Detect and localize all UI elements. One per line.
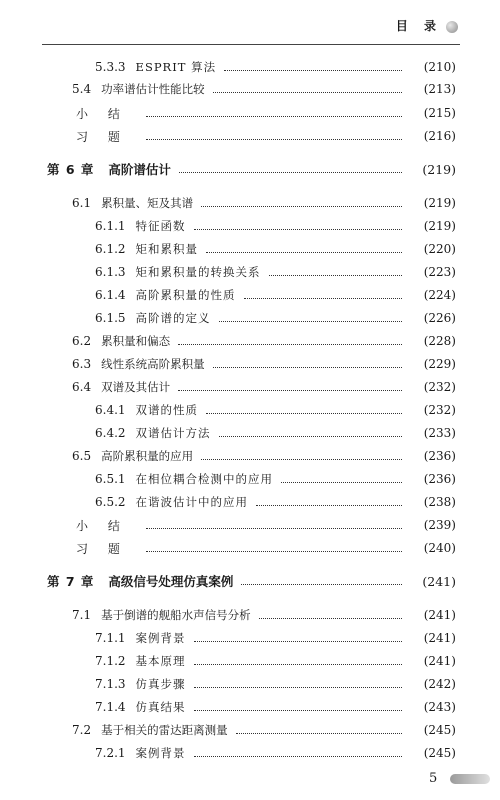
toc-page: (241): [423, 654, 456, 668]
leader-dots: [256, 505, 402, 506]
toc-entry[interactable]: [0, 127, 500, 145]
toc-entry[interactable]: [0, 355, 500, 373]
toc-entry[interactable]: [0, 217, 500, 235]
toc-title: 基本原理: [135, 654, 186, 668]
leader-dots: [178, 390, 402, 391]
toc-number: 5.3.3: [95, 60, 126, 74]
toc-number: 6.4.2: [95, 426, 126, 440]
toc-number: 6.1.1: [95, 219, 126, 233]
toc-entry[interactable]: [0, 698, 500, 716]
toc-title: 双谱估计方法: [135, 426, 211, 440]
toc-number: 7.1.4: [95, 700, 126, 714]
toc-page: (232): [423, 403, 456, 417]
toc-number: 6.1.3: [95, 265, 126, 279]
toc-chapter-title: 高级信号处理仿真案例: [108, 574, 234, 589]
leader-dots: [201, 206, 402, 207]
leader-dots: [146, 551, 402, 552]
toc-page: (216): [423, 129, 456, 143]
toc-number: 6.5: [72, 449, 92, 463]
toc-page: (239): [423, 518, 456, 532]
toc-title: 高阶累积量的性质: [135, 288, 236, 302]
toc-chapter-number: 第 6 章: [47, 162, 95, 177]
leader-dots: [259, 618, 402, 619]
toc-chapter-entry[interactable]: [0, 160, 500, 178]
toc-entry[interactable]: [0, 240, 500, 258]
toc-entry[interactable]: [0, 493, 500, 511]
toc-title: 仿真结果: [135, 700, 186, 714]
toc-entry[interactable]: [0, 744, 500, 762]
toc-number: 小 结: [76, 518, 128, 533]
toc-entry[interactable]: [0, 516, 500, 534]
leader-dots: [206, 413, 402, 414]
toc-entry[interactable]: [0, 401, 500, 419]
toc-entry[interactable]: [0, 104, 500, 122]
toc-entry[interactable]: [0, 470, 500, 488]
toc-chapter-number: 第 7 章: [47, 574, 95, 589]
leader-dots: [236, 733, 402, 734]
toc-entry[interactable]: [0, 263, 500, 281]
toc-page: (229): [423, 357, 456, 371]
toc-page: (219): [423, 219, 456, 233]
toc-page: (220): [423, 242, 456, 256]
toc-title: 双谱及其估计: [101, 380, 171, 394]
toc-number: 6.2: [72, 334, 92, 348]
toc-title: 基于相关的雷达距离测量: [101, 723, 228, 737]
toc-number: 7.1.3: [95, 677, 126, 691]
leader-dots: [269, 275, 402, 276]
toc-entry[interactable]: [0, 58, 500, 76]
leader-dots: [281, 482, 402, 483]
leader-dots: [213, 367, 402, 368]
toc-page: (245): [423, 723, 456, 737]
toc-title: 高阶累积量的应用: [101, 449, 194, 463]
toc-title: 累积量、矩及其谱: [101, 196, 194, 210]
toc-page: (210): [423, 60, 456, 74]
leader-dots: [201, 459, 402, 460]
toc-number: 6.5.2: [95, 495, 126, 509]
toc-title: 线性系统高阶累积量: [101, 357, 205, 371]
toc-entry[interactable]: [0, 675, 500, 693]
leader-dots: [241, 584, 402, 585]
toc-page: (219): [423, 196, 456, 210]
toc-title: 在相位耦合检测中的应用: [135, 472, 274, 486]
leader-dots: [224, 70, 402, 71]
toc-page: (236): [423, 449, 456, 463]
leader-dots: [219, 321, 402, 322]
leader-dots: [194, 756, 402, 757]
toc-title: 特征函数: [135, 219, 186, 233]
leader-dots: [206, 252, 402, 253]
leader-dots: [213, 92, 402, 93]
leader-dots: [194, 229, 402, 230]
toc-title: 双谱的性质: [135, 403, 199, 417]
leader-dots: [146, 139, 402, 140]
toc-number: 6.1: [72, 196, 92, 210]
toc-entry[interactable]: [0, 447, 500, 465]
toc-number: 7.1: [72, 608, 92, 622]
toc-title: 案例背景: [135, 631, 186, 645]
toc-number: 6.1.5: [95, 311, 126, 325]
toc-title: ESPRIT 算法: [135, 60, 217, 74]
toc-entry[interactable]: [0, 606, 500, 624]
footer-ornament-bar: [450, 774, 490, 784]
toc-number: 7.1.1: [95, 631, 126, 645]
leader-dots: [178, 344, 402, 345]
toc-entry[interactable]: [0, 721, 500, 739]
toc-number: 习 题: [76, 129, 128, 144]
toc-page: (241): [422, 573, 456, 589]
toc-page: (243): [423, 700, 456, 714]
toc-page: (241): [423, 608, 456, 622]
toc-entry[interactable]: [0, 194, 500, 212]
toc-page: (241): [423, 631, 456, 645]
toc-number: 6.3: [72, 357, 92, 371]
toc-title: 基于倒谱的舰船水声信号分析: [101, 608, 251, 622]
toc-title: 高阶谱的定义: [135, 311, 211, 325]
toc-entry[interactable]: [0, 629, 500, 647]
toc-entry[interactable]: [0, 378, 500, 396]
page-number: 5: [429, 771, 438, 786]
toc-title: 在谐波估计中的应用: [135, 495, 249, 509]
toc-number: 6.5.1: [95, 472, 126, 486]
toc-number: 5.4: [72, 82, 92, 96]
toc-page: (236): [423, 472, 456, 486]
leader-dots: [194, 641, 402, 642]
toc-page: (213): [423, 82, 456, 96]
toc-title: 仿真步骤: [135, 677, 186, 691]
toc-page: (228): [423, 334, 456, 348]
toc-chapter-entry[interactable]: [0, 572, 500, 590]
leader-dots: [146, 116, 402, 117]
toc-entry[interactable]: [0, 286, 500, 304]
toc-entry[interactable]: [0, 652, 500, 670]
toc-number: 习 题: [76, 541, 128, 556]
toc-title: 功率谱估计性能比较: [101, 82, 205, 96]
toc-page: (223): [423, 265, 456, 279]
toc-page: (238): [423, 495, 456, 509]
toc-page: (232): [423, 380, 456, 394]
leader-dots: [194, 664, 402, 665]
toc-number: 6.4.1: [95, 403, 126, 417]
toc-entry[interactable]: [0, 332, 500, 350]
leader-dots: [244, 298, 402, 299]
toc-page: (226): [423, 311, 456, 325]
toc-title: 案例背景: [135, 746, 186, 760]
leader-dots: [179, 172, 402, 173]
toc-number: 6.1.2: [95, 242, 126, 256]
toc-number: 7.1.2: [95, 654, 126, 668]
toc-entry[interactable]: [0, 539, 500, 557]
toc-chapter-title: 高阶谱估计: [108, 162, 171, 177]
toc-title: 矩和累积量的转换关系: [135, 265, 261, 279]
toc-entry[interactable]: [0, 80, 500, 98]
leader-dots: [219, 436, 402, 437]
leader-dots: [194, 710, 402, 711]
toc-page: (224): [423, 288, 456, 302]
toc-number: 小 结: [76, 106, 128, 121]
toc-title: 累积量和偏态: [101, 334, 171, 348]
toc-entry[interactable]: [0, 309, 500, 327]
toc-page: (233): [423, 426, 456, 440]
toc-number: 7.2.1: [95, 746, 126, 760]
toc-page: (242): [423, 677, 456, 691]
toc-number: 6.1.4: [95, 288, 126, 302]
toc-page: (245): [423, 746, 456, 760]
toc-entry[interactable]: [0, 424, 500, 442]
toc-page: (215): [423, 106, 456, 120]
toc-number: 6.4: [72, 380, 92, 394]
header-title: 目 录: [395, 19, 442, 33]
toc-number: 7.2: [72, 723, 92, 737]
toc-title: 矩和累积量: [135, 242, 199, 256]
leader-dots: [146, 528, 402, 529]
toc-page: (240): [423, 541, 456, 555]
toc-page: (219): [422, 161, 456, 177]
leader-dots: [194, 687, 402, 688]
